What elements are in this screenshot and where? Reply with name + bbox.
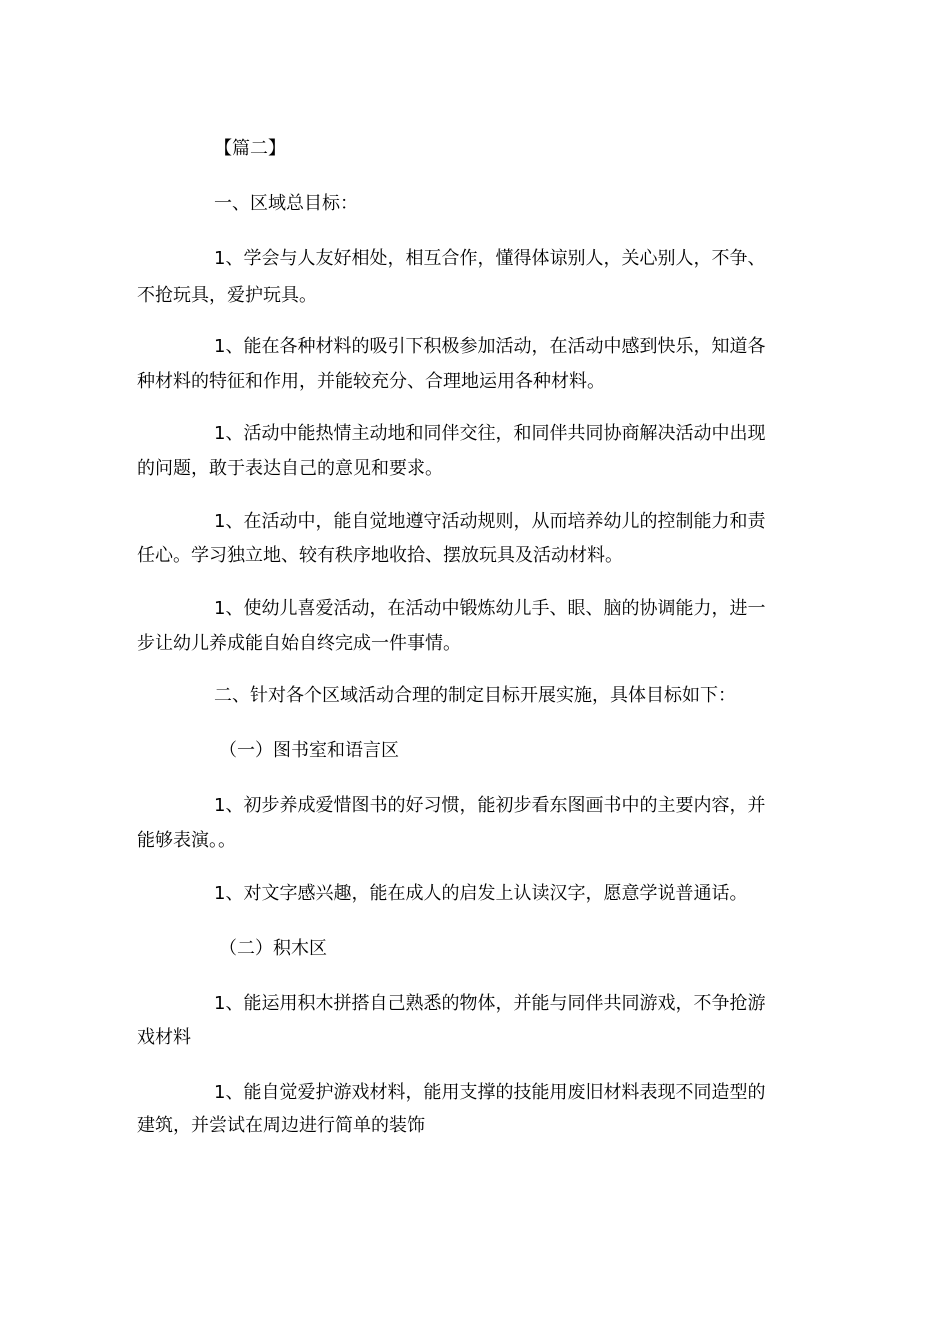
goal-3-line-1: 1、活动中能热情主动地和同伴交往，和同伴共同协商解决活动中出现 [214, 423, 766, 444]
goal-1-line-2: 不抢玩具，爱护玩具。 [137, 285, 317, 306]
area1-title: （一）图书室和语言区 [219, 740, 399, 761]
area1-item-1-line-2: 能够表演。。 [137, 830, 236, 851]
goal-5-line-1: 1、使幼儿喜爱活动，在活动中锻炼幼儿手、眼、脑的协调能力，进一 [214, 598, 766, 619]
section2-title: 二、针对各个区域活动合理的制定目标开展实施，具体目标如下： [214, 685, 736, 706]
area2-item-1-line-2: 戏材料 [137, 1027, 191, 1048]
area2-item-2-line-1: 1、能自觉爱护游戏材料，能用支撑的技能用废旧材料表现不同造型的 [214, 1082, 766, 1103]
document-heading: 【篇二】 [214, 138, 286, 159]
goal-2-line-1: 1、能在各种材料的吸引下积极参加活动，在活动中感到快乐，知道各 [214, 336, 766, 357]
area2-item-2-line-2: 建筑，并尝试在周边进行简单的装饰 [137, 1115, 425, 1136]
goal-5-line-2: 步让幼儿养成能自始自终完成一件事情。 [137, 633, 461, 654]
area1-item-1-line-1: 1、初步养成爱惜图书的好习惯，能初步看东图画书中的主要内容，并 [214, 795, 766, 816]
goal-2-line-2: 种材料的特征和作用，并能较充分、合理地运用各种材料。 [137, 371, 605, 392]
goal-3-line-2: 的问题，敢于表达自己的意见和要求。 [137, 458, 443, 479]
area2-item-1-line-1: 1、能运用积木拼搭自己熟悉的物体，并能与同伴共同游戏，不争抢游 [214, 993, 766, 1014]
area2-title: （二）积木区 [219, 938, 327, 959]
goal-4-line-2: 任心。学习独立地、较有秩序地收拾、摆放玩具及活动材料。 [137, 545, 623, 566]
goal-1-line-1: 1、学会与人友好相处，相互合作，懂得体谅别人，关心别人，不争、 [214, 248, 766, 269]
goal-4-line-1: 1、在活动中，能自觉地遵守活动规则，从而培养幼儿的控制能力和责 [214, 511, 766, 532]
area1-item-2-line-1: 1、对文字感兴趣，能在成人的启发上认读汉字，愿意学说普通话。 [214, 883, 748, 904]
section1-title: 一、区域总目标： [214, 193, 358, 214]
